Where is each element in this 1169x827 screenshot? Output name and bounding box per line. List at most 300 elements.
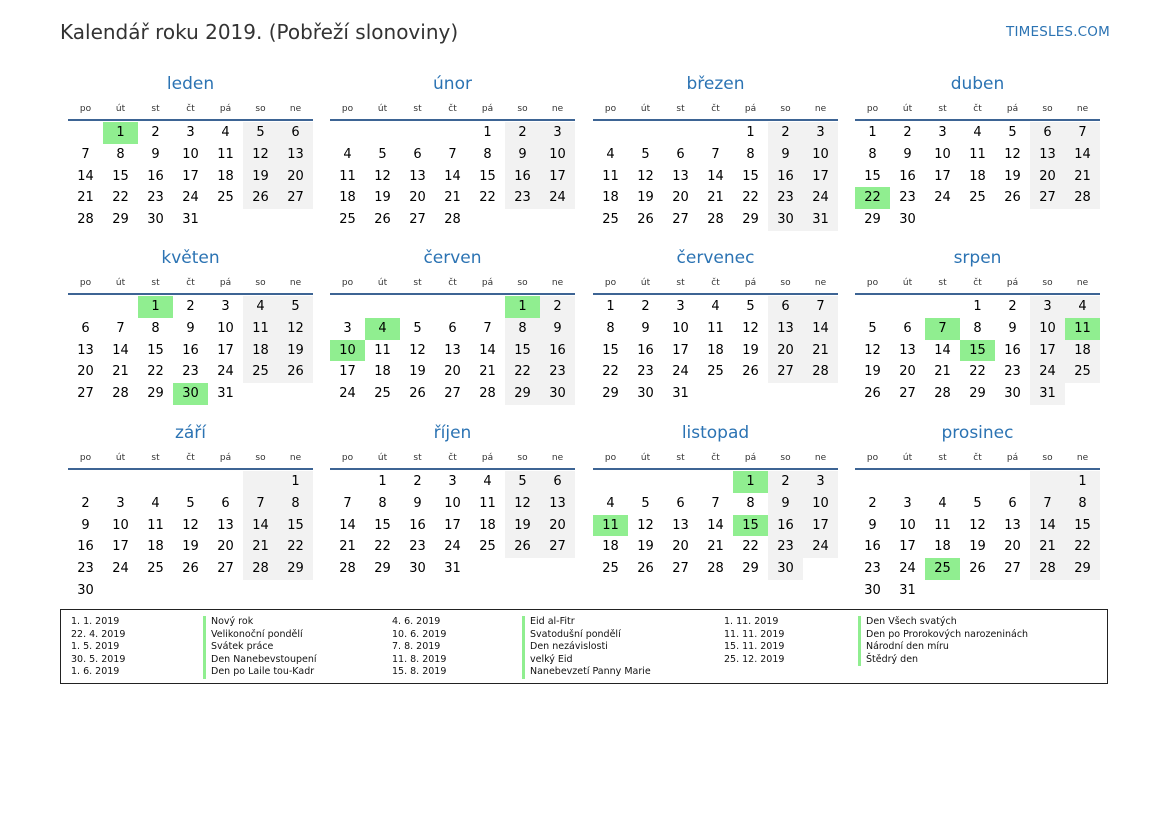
- day-cell: 20: [672, 190, 689, 206]
- empty-cell: [400, 122, 435, 144]
- weekday-label: ne: [551, 453, 564, 463]
- empty-cell: [243, 383, 278, 405]
- week-row: [593, 340, 838, 362]
- day-cell: 16: [1004, 342, 1021, 358]
- empty-cell: [330, 122, 365, 144]
- weekday-header: [593, 274, 838, 292]
- month-8: [855, 247, 1100, 405]
- day-cell: 4: [151, 495, 160, 511]
- weekday-label: pá: [481, 278, 494, 288]
- weekday-label: so: [1042, 104, 1053, 114]
- week-row: [855, 580, 1100, 602]
- day-cell: 19: [637, 190, 654, 206]
- weekday-label: út: [377, 278, 388, 288]
- weekday-label: st: [151, 278, 160, 288]
- day-cell: 26: [182, 561, 199, 577]
- weekday-label: so: [1042, 278, 1053, 288]
- weekday-label: po: [866, 104, 879, 114]
- week-row: [330, 493, 575, 515]
- holiday-day-cell: 22: [855, 187, 890, 209]
- holiday-day-cell: 7: [925, 318, 960, 340]
- month-name: červenec: [676, 248, 755, 268]
- weekday-label: pá: [744, 453, 757, 463]
- day-cell: 5: [278, 296, 313, 318]
- day-cell: 17: [803, 166, 838, 188]
- weekday-label: st: [413, 453, 422, 463]
- day-cell: 3: [803, 471, 838, 493]
- week-row: [330, 471, 575, 493]
- weekday-label: so: [517, 453, 528, 463]
- day-cell: 6: [903, 320, 912, 336]
- month-name: leden: [166, 74, 215, 94]
- day-cell: 26: [637, 212, 654, 228]
- day-cell: 11: [147, 517, 164, 533]
- day-cell: 28: [934, 386, 951, 402]
- empty-cell: [698, 383, 733, 405]
- weekday-label: pá: [481, 453, 494, 463]
- day-cell: 18: [934, 539, 951, 555]
- day-cell: 12: [374, 168, 391, 184]
- weekday-label: so: [255, 104, 266, 114]
- week-row: [330, 340, 575, 362]
- day-cell: 14: [479, 342, 496, 358]
- weekday-header: [330, 449, 575, 467]
- day-cell: 3: [448, 474, 457, 489]
- header-rule: [593, 293, 838, 295]
- holiday-day-cell: 11: [593, 515, 628, 537]
- day-cell: 29: [505, 383, 540, 405]
- day-cell: 15: [112, 168, 129, 184]
- day-cell: 17: [112, 539, 129, 555]
- week-row: [330, 296, 575, 318]
- day-cell: 14: [444, 168, 461, 184]
- week-row: [68, 361, 313, 383]
- empty-cell: [243, 209, 278, 231]
- day-cell: 2: [186, 299, 195, 314]
- day-cell: 20: [77, 364, 94, 380]
- day-cell: 27: [1030, 187, 1065, 209]
- weekday-label: pá: [744, 278, 757, 288]
- day-cell: 26: [409, 386, 426, 402]
- weekday-label: po: [79, 278, 92, 288]
- legend-holiday-name: Eid al-Fitr: [522, 616, 651, 629]
- day-cell: 25: [479, 539, 496, 555]
- day-cell: 6: [768, 296, 803, 318]
- month-11: [593, 422, 838, 580]
- holiday-day-cell: 15: [960, 340, 995, 362]
- weekday-label: ne: [814, 278, 827, 288]
- day-cell: 5: [973, 495, 982, 511]
- week-row: [855, 187, 1100, 209]
- empty-cell: [208, 471, 243, 493]
- day-cell: 11: [707, 320, 724, 336]
- weekday-label: pá: [219, 104, 232, 114]
- empty-cell: [1030, 471, 1065, 493]
- weekday-label: čt: [711, 453, 720, 463]
- day-cell: 26: [505, 536, 540, 558]
- day-cell: 7: [483, 320, 492, 336]
- day-cell: 22: [1065, 536, 1100, 558]
- week-row: [855, 536, 1100, 558]
- day-cell: 22: [479, 190, 496, 206]
- day-cell: 4: [711, 299, 720, 314]
- day-cell: 12: [637, 517, 654, 533]
- day-cell: 28: [444, 212, 461, 228]
- day-cell: 11: [339, 168, 356, 184]
- weekday-label: pá: [219, 278, 232, 288]
- month-name: srpen: [953, 248, 1002, 268]
- day-cell: 14: [112, 342, 129, 358]
- day-cell: 23: [182, 364, 199, 380]
- day-cell: 3: [938, 125, 947, 140]
- day-cell: 24: [540, 187, 575, 209]
- empty-cell: [995, 471, 1030, 493]
- weekday-label: so: [780, 104, 791, 114]
- day-cell: 10: [182, 146, 199, 162]
- empty-cell: [698, 122, 733, 144]
- day-cell: 17: [1030, 340, 1065, 362]
- legend-holiday-name: Štědrý den: [858, 654, 1028, 667]
- day-cell: 2: [1008, 299, 1017, 314]
- legend-column-3: [724, 616, 784, 666]
- weekday-label: st: [938, 104, 947, 114]
- weekday-header: [68, 100, 313, 118]
- day-cell: 12: [243, 144, 278, 166]
- legend-date: 4. 6. 2019: [392, 616, 441, 627]
- month-3: [593, 73, 838, 231]
- day-cell: 9: [81, 517, 90, 533]
- month-name: květen: [161, 248, 220, 268]
- empty-cell: [243, 471, 278, 493]
- day-cell: 13: [1030, 144, 1065, 166]
- day-cell: 6: [540, 471, 575, 493]
- brand-link[interactable]: TIMESLES.COM: [1006, 24, 1110, 40]
- day-cell: 6: [221, 495, 230, 511]
- weekday-label: út: [115, 104, 126, 114]
- week-row: [855, 166, 1100, 188]
- day-cell: 28: [112, 386, 129, 402]
- week-row: [593, 471, 838, 493]
- weekday-header: [68, 449, 313, 467]
- legend-column-2-names: [522, 616, 651, 679]
- weekday-label: čt: [973, 278, 982, 288]
- day-cell: 26: [374, 212, 391, 228]
- empty-cell: [68, 122, 103, 144]
- day-cell: 24: [672, 364, 689, 380]
- day-cell: 9: [413, 495, 422, 511]
- holiday-day-cell: 4: [365, 318, 400, 340]
- day-cell: 30: [77, 582, 94, 598]
- day-cell: 1: [483, 125, 492, 140]
- day-cell: 16: [540, 340, 575, 362]
- day-cell: 21: [444, 190, 461, 206]
- week-row: [855, 558, 1100, 580]
- day-cell: 14: [707, 517, 724, 533]
- legend-date: 11. 11. 2019: [724, 628, 785, 640]
- empty-cell: [208, 580, 243, 602]
- weekday-label: ne: [1076, 104, 1089, 114]
- day-cell: 30: [899, 212, 916, 228]
- day-cell: 31: [182, 212, 199, 228]
- weekday-label: út: [902, 453, 913, 463]
- day-cell: 20: [899, 364, 916, 380]
- week-row: [68, 318, 313, 340]
- day-cell: 3: [1030, 296, 1065, 318]
- weekday-label: po: [866, 453, 879, 463]
- week-row: [855, 318, 1100, 340]
- day-cell: 16: [864, 539, 881, 555]
- day-cell: 13: [899, 342, 916, 358]
- day-cell: 10: [1030, 318, 1065, 340]
- day-cell: 30: [864, 582, 881, 598]
- day-cell: 18: [339, 190, 356, 206]
- day-cell: 15: [1065, 515, 1100, 537]
- day-cell: 27: [672, 561, 689, 577]
- day-cell: 9: [768, 144, 803, 166]
- day-cell: 17: [672, 342, 689, 358]
- day-cell: 27: [217, 561, 234, 577]
- day-cell: 22: [278, 536, 313, 558]
- day-cell: 25: [339, 212, 356, 228]
- day-cell: 5: [505, 471, 540, 493]
- day-cell: 14: [707, 168, 724, 184]
- month-name: březen: [686, 74, 745, 94]
- week-row: [68, 122, 313, 144]
- day-cell: 12: [1004, 146, 1021, 162]
- weekday-label: so: [517, 278, 528, 288]
- month-2: [330, 73, 575, 231]
- day-cell: 20: [672, 539, 689, 555]
- day-cell: 29: [602, 386, 619, 402]
- day-cell: 6: [448, 320, 457, 336]
- day-cell: 13: [1004, 517, 1021, 533]
- day-cell: 29: [864, 212, 881, 228]
- day-cell: 13: [672, 168, 689, 184]
- day-cell: 24: [803, 536, 838, 558]
- empty-cell: [173, 471, 208, 493]
- empty-cell: [890, 296, 925, 318]
- day-cell: 2: [505, 122, 540, 144]
- week-row: [68, 340, 313, 362]
- day-cell: 10: [672, 320, 689, 336]
- day-cell: 10: [217, 320, 234, 336]
- day-cell: 6: [1030, 122, 1065, 144]
- day-cell: 12: [637, 168, 654, 184]
- holiday-day-cell: 1: [138, 296, 173, 318]
- weekday-label: pá: [1006, 453, 1019, 463]
- empty-cell: [103, 580, 138, 602]
- day-cell: 18: [243, 340, 278, 362]
- header-rule: [330, 293, 575, 295]
- day-cell: 3: [803, 122, 838, 144]
- weekday-label: út: [377, 453, 388, 463]
- day-cell: 19: [1004, 168, 1021, 184]
- empty-cell: [470, 209, 505, 231]
- day-cell: 12: [742, 320, 759, 336]
- empty-cell: [278, 383, 313, 405]
- legend-holiday-name: Den nezávislosti: [522, 641, 651, 654]
- empty-cell: [803, 558, 838, 580]
- empty-cell: [890, 471, 925, 493]
- legend-date: 1. 6. 2019: [71, 666, 120, 678]
- legend-date: 22. 4. 2019: [71, 628, 126, 640]
- holiday-day-cell: 10: [330, 340, 365, 362]
- weekday-header: [68, 274, 313, 292]
- empty-cell: [540, 558, 575, 580]
- day-cell: 27: [409, 212, 426, 228]
- legend-holiday-name: Den Nanebevstoupení: [203, 654, 317, 667]
- day-cell: 8: [151, 320, 160, 336]
- day-cell: 12: [409, 342, 426, 358]
- day-cell: 14: [77, 168, 94, 184]
- legend-holiday-name: Svatodušní pondělí: [522, 629, 651, 642]
- day-cell: 14: [803, 318, 838, 340]
- legend-column-1-names: [203, 616, 317, 679]
- day-cell: 14: [243, 515, 278, 537]
- day-cell: 28: [1030, 558, 1065, 580]
- empty-cell: [435, 296, 470, 318]
- day-cell: 22: [602, 364, 619, 380]
- day-cell: 2: [768, 122, 803, 144]
- empty-cell: [960, 471, 995, 493]
- day-cell: 31: [803, 209, 838, 231]
- day-cell: 30: [637, 386, 654, 402]
- day-cell: 8: [483, 146, 492, 162]
- day-cell: 12: [182, 517, 199, 533]
- day-cell: 4: [973, 125, 982, 140]
- weekday-label: út: [902, 104, 913, 114]
- header-rule: [68, 119, 313, 121]
- empty-cell: [400, 296, 435, 318]
- day-cell: 13: [768, 318, 803, 340]
- day-cell: 2: [540, 296, 575, 318]
- weekday-label: ne: [1076, 453, 1089, 463]
- weekday-label: pá: [219, 453, 232, 463]
- day-cell: 13: [672, 517, 689, 533]
- weekday-label: čt: [186, 453, 195, 463]
- day-cell: 16: [409, 517, 426, 533]
- day-cell: 13: [217, 517, 234, 533]
- empty-cell: [435, 122, 470, 144]
- day-cell: 1: [746, 125, 755, 140]
- legend-holiday-name: Nový rok: [203, 616, 317, 629]
- weekday-label: st: [938, 453, 947, 463]
- day-cell: 29: [278, 558, 313, 580]
- header-rule: [855, 293, 1100, 295]
- day-cell: 24: [934, 190, 951, 206]
- day-cell: 11: [243, 318, 278, 340]
- weekday-label: po: [341, 104, 354, 114]
- day-cell: 27: [899, 386, 916, 402]
- day-cell: 18: [602, 190, 619, 206]
- weekday-label: so: [780, 278, 791, 288]
- empty-cell: [1065, 209, 1100, 231]
- empty-cell: [698, 471, 733, 493]
- empty-cell: [243, 580, 278, 602]
- legend-holiday-name: Nanebevzetí Panny Marie: [522, 666, 651, 679]
- day-cell: 19: [374, 190, 391, 206]
- week-row: [593, 166, 838, 188]
- weekday-label: ne: [814, 104, 827, 114]
- day-cell: 11: [934, 517, 951, 533]
- legend-date: 7. 8. 2019: [392, 641, 441, 653]
- weekday-label: pá: [1006, 104, 1019, 114]
- week-row: [593, 515, 838, 537]
- day-cell: 3: [540, 122, 575, 144]
- weekday-label: st: [676, 453, 685, 463]
- legend-date: 11. 8. 2019: [392, 653, 447, 665]
- day-cell: 21: [479, 364, 496, 380]
- day-cell: 4: [243, 296, 278, 318]
- weekday-label: st: [151, 104, 160, 114]
- week-row: [593, 144, 838, 166]
- week-row: [68, 166, 313, 188]
- week-row: [68, 144, 313, 166]
- day-cell: 2: [413, 474, 422, 489]
- legend-date: 15. 8. 2019: [392, 666, 447, 678]
- day-cell: 25: [969, 190, 986, 206]
- day-cell: 23: [768, 536, 803, 558]
- week-row: [855, 471, 1100, 493]
- day-cell: 1: [278, 471, 313, 493]
- day-cell: 23: [505, 187, 540, 209]
- day-cell: 2: [768, 471, 803, 493]
- day-cell: 3: [221, 299, 230, 314]
- day-cell: 30: [540, 383, 575, 405]
- holiday-day-cell: 25: [925, 558, 960, 580]
- day-cell: 26: [1004, 190, 1021, 206]
- week-row: [330, 536, 575, 558]
- empty-cell: [1030, 209, 1065, 231]
- week-row: [593, 361, 838, 383]
- legend-column-1: [71, 616, 125, 679]
- day-cell: 19: [243, 166, 278, 188]
- weekday-label: st: [413, 104, 422, 114]
- weekday-label: po: [341, 453, 354, 463]
- day-cell: 15: [479, 168, 496, 184]
- holiday-legend: [60, 609, 1108, 684]
- day-cell: 31: [217, 386, 234, 402]
- day-cell: 20: [444, 364, 461, 380]
- day-cell: 27: [672, 212, 689, 228]
- day-cell: 6: [278, 122, 313, 144]
- day-cell: 8: [116, 146, 125, 162]
- empty-cell: [1030, 580, 1065, 602]
- month-name: únor: [433, 74, 472, 94]
- day-cell: 12: [505, 493, 540, 515]
- day-cell: 16: [899, 168, 916, 184]
- day-cell: 7: [448, 146, 457, 162]
- day-cell: 27: [768, 361, 803, 383]
- legend-column-2: [392, 616, 446, 679]
- weekday-label: so: [517, 104, 528, 114]
- legend-date: 30. 5. 2019: [71, 653, 126, 665]
- day-cell: 21: [1030, 536, 1065, 558]
- day-cell: 23: [637, 364, 654, 380]
- header-rule: [330, 119, 575, 121]
- month-7: [593, 247, 838, 405]
- day-cell: 9: [903, 146, 912, 162]
- day-cell: 7: [243, 493, 278, 515]
- day-cell: 30: [147, 212, 164, 228]
- day-cell: 20: [540, 515, 575, 537]
- day-cell: 1: [1065, 471, 1100, 493]
- empty-cell: [138, 471, 173, 493]
- empty-cell: [470, 558, 505, 580]
- day-cell: 30: [1004, 386, 1021, 402]
- empty-cell: [855, 471, 890, 493]
- empty-cell: [103, 296, 138, 318]
